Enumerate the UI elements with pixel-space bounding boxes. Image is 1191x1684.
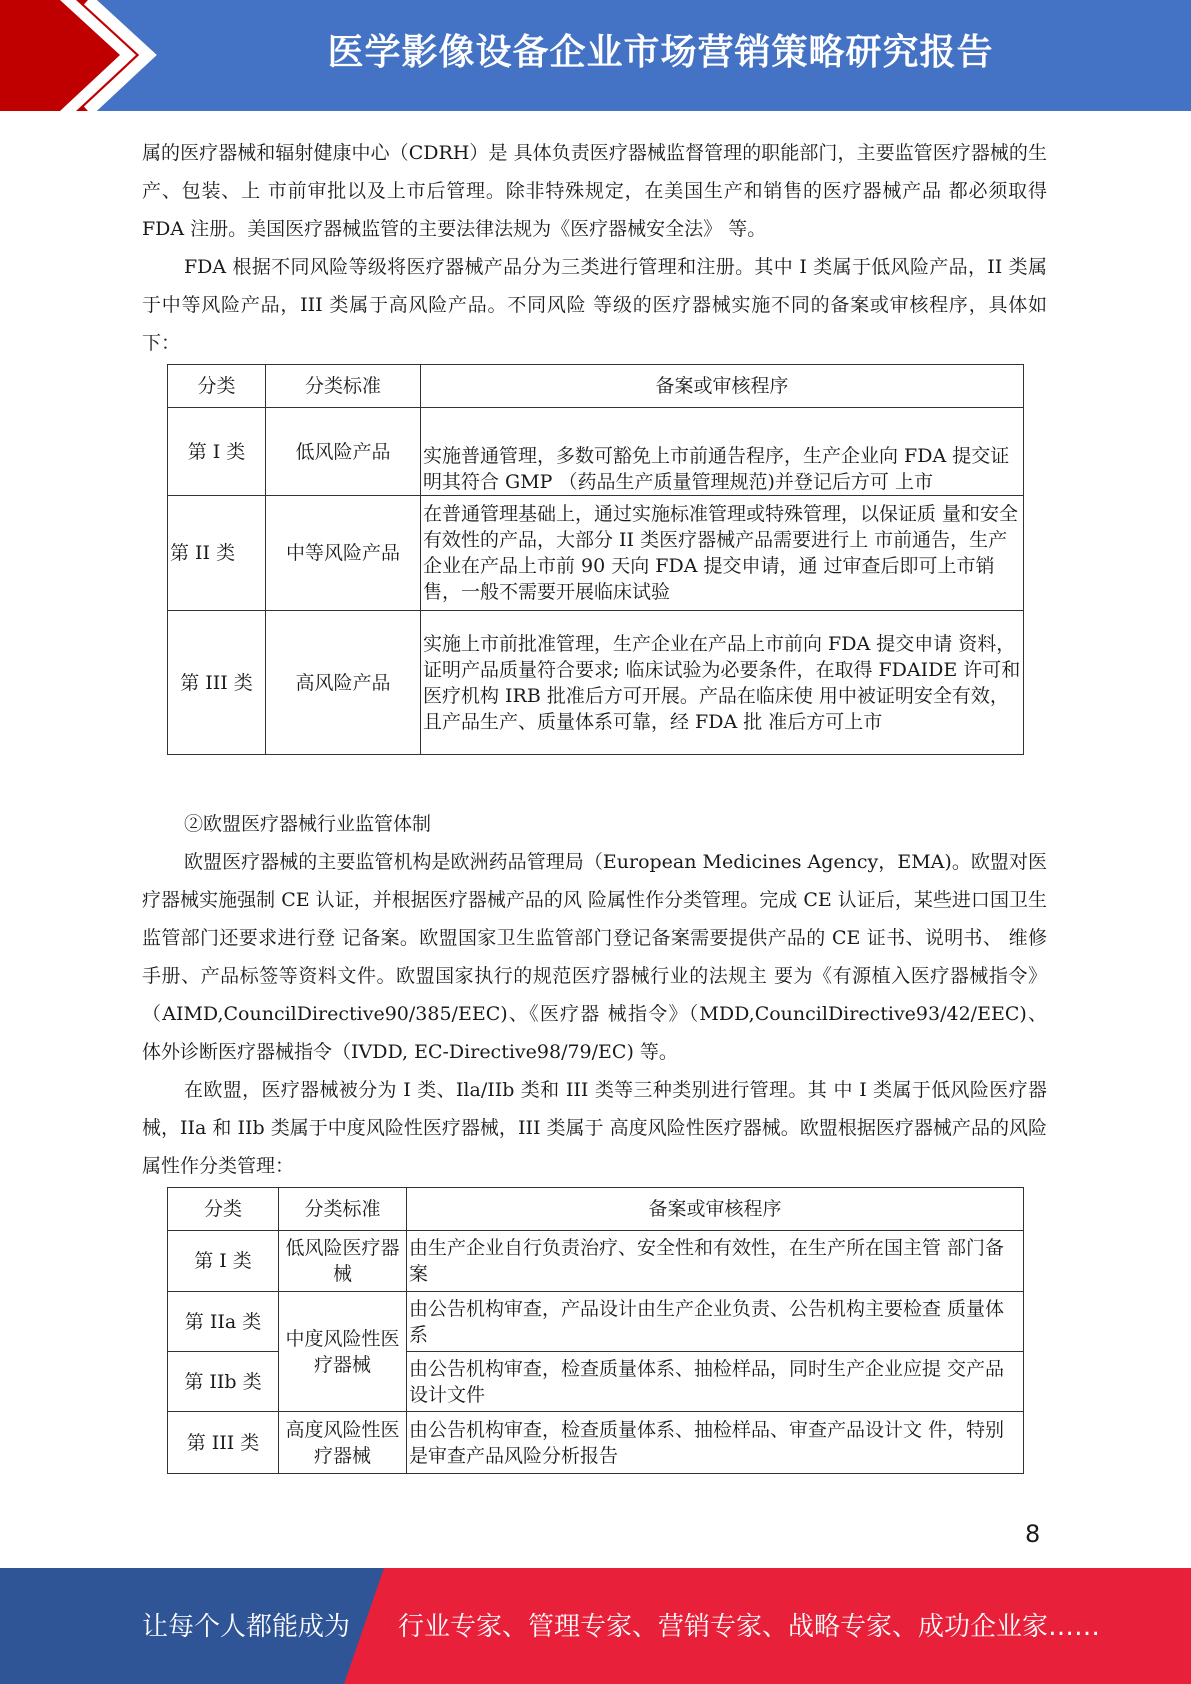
standard-cell: 低风险医疗器械 [279, 1231, 407, 1292]
table-header-row [168, 1188, 1024, 1231]
standard-cell: 中等风险产品 [266, 496, 421, 611]
header-class: 分类 [168, 1188, 279, 1231]
class-cell: 第 IIb 类 [168, 1352, 279, 1412]
class-cell: 第 I 类 [168, 1231, 279, 1292]
section-heading-eu: ②欧盟医疗器械行业监管体制 [184, 813, 432, 835]
class-cell: 第 III 类 [168, 611, 266, 755]
table-row [168, 1231, 1024, 1292]
procedure-cell: 由公告机构审查，检查质量体系、抽检样品、审查产品设计文 件，特别是审查产品风险分析报告 [407, 1412, 1024, 1474]
page-footer [0, 1568, 1191, 1684]
standard-cell: 中度风险性医疗器械 [279, 1292, 407, 1412]
page-header [0, 0, 1191, 111]
header-procedure: 备案或审核程序 [421, 365, 1024, 408]
report-title: 医学影像设备企业市场营销策略研究报告 [327, 32, 994, 73]
procedure-cell: 由生产企业自行负责治疗、安全性和有效性，在生产所在国主管 部门备案 [407, 1231, 1024, 1292]
table-row [168, 1412, 1024, 1474]
procedure-cell: 由公告机构审查，检查质量体系、抽检样品，同时生产企业应提 交产品设计文件 [407, 1352, 1024, 1412]
class-cell: 第 IIa 类 [168, 1292, 279, 1352]
fda-classification-table [167, 364, 1024, 755]
procedure-cell: 实施普通管理，多数可豁免上市前通告程序，生产企业向 FDA 提交证明其符合 GMP （药品生产质量管理规范)并登记后方可 上市 [421, 408, 1024, 496]
page-number: 8 [1025, 1520, 1041, 1548]
paragraph-fda-classes: FDA 根据不同风险等级将医疗器械产品分为三类进行管理和注册。其中 I 类属于低风险产品，II 类属于中等风险产品，III 类属于高风险产品。不同风险 等级的医疗器械实施不同的备案或审核程序，具体如下： [142, 256, 1047, 354]
standard-cell: 低风险产品 [266, 408, 421, 496]
paragraph-eu-classes: 在欧盟，医疗器械被分为 I 类、Ila/IIb 类和 III 类等三种类别进行管理。其 中 I 类属于低风险医疗器械，IIa 和 IIb 类属于中度风险性医疗器械，III 类属于 高度风险性医疗器械。欧盟根据医疗器械产品的风险属性作分类管理： [142, 1079, 1047, 1177]
table-row [168, 496, 1024, 611]
header-procedure: 备案或审核程序 [407, 1188, 1024, 1231]
procedure-cell: 实施上市前批准管理，生产企业在产品上市前向 FDA 提交申请 资料，证明产品质量符合要求; 临床试验为必要条件，在取得 FDAIDE 许可和医疗机构 IRB 批准后方可开展。产品在临床使 用中被证明安全有效，且产品生产、质量体系可靠，经 FDA 批 准后方可上市 [421, 611, 1024, 755]
footer-slogan-left: 让每个人都能成为 [142, 1612, 351, 1642]
header-standard: 分类标准 [279, 1188, 407, 1231]
class-cell: 第 II 类 [168, 496, 266, 611]
class-cell: 第 III 类 [168, 1412, 279, 1474]
table-row [168, 1292, 1024, 1352]
table-header-row [168, 365, 1024, 408]
eu-classification-table [167, 1187, 1024, 1474]
footer-slogan-right: 行业专家、管理专家、营销专家、战略专家、成功企业家…… [398, 1612, 1101, 1642]
paragraph-eu-regulator: 欧盟医疗器械的主要监管机构是欧洲药品管理局（European Medicines Agency，EMA)。欧盟对医疗器械实施强制 CE 认证，并根据医疗器械产品的风 险属性作分类管理。完成 CE 认证后，某些进口国卫生监管部门还要求进行登 记备案。欧盟国家卫生监管部门登记备案需要提供产品的 CE 证书、说明书、 维修手册、产品标签等资料文件。欧盟国家执行的规范医疗器械行业的法规主 要为《有源植入医疗器械指令》（AIMD,CouncilDirective90/385/EEC)、《医疗器 械指令》（MDD,CouncilDirective93/42/EEC)、体外诊断医疗器械指令（IVDD, EC-Directive98/79/EC) 等。 [142, 851, 1047, 1063]
standard-cell: 高风险产品 [266, 611, 421, 755]
table-row [168, 611, 1024, 755]
class-cell: 第 I 类 [168, 408, 266, 496]
page-content [142, 134, 1047, 1474]
standard-cell: 高度风险性医疗器械 [279, 1412, 407, 1474]
header-class: 分类 [168, 365, 266, 408]
header-standard: 分类标准 [266, 365, 421, 408]
paragraph-fda-intro: 属的医疗器械和辐射健康中心（CDRH）是 具体负责医疗器械监督管理的职能部门，主要监管医疗器械的生产、包装、上 市前审批以及上市后管理。除非特殊规定，在美国生产和销售的医疗器械产品 都必须取得 FDA 注册。美国医疗器械监管的主要法律法规为《医疗器械安全法》 等。 [142, 142, 1047, 240]
procedure-cell: 由公告机构审查，产品设计由生产企业负责、公告机构主要检查 质量体系 [407, 1292, 1024, 1352]
table-row [168, 408, 1024, 496]
procedure-cell: 在普通管理基础上，通过实施标准管理或特殊管理，以保证质 量和安全有效性的产品，大部分 II 类医疗器械产品需要进行上 市前通告，生产企业在产品上市前 90 天向 FDA 提交申请，通 过审查后即可上市销售，一般不需要开展临床试验 [421, 496, 1024, 611]
